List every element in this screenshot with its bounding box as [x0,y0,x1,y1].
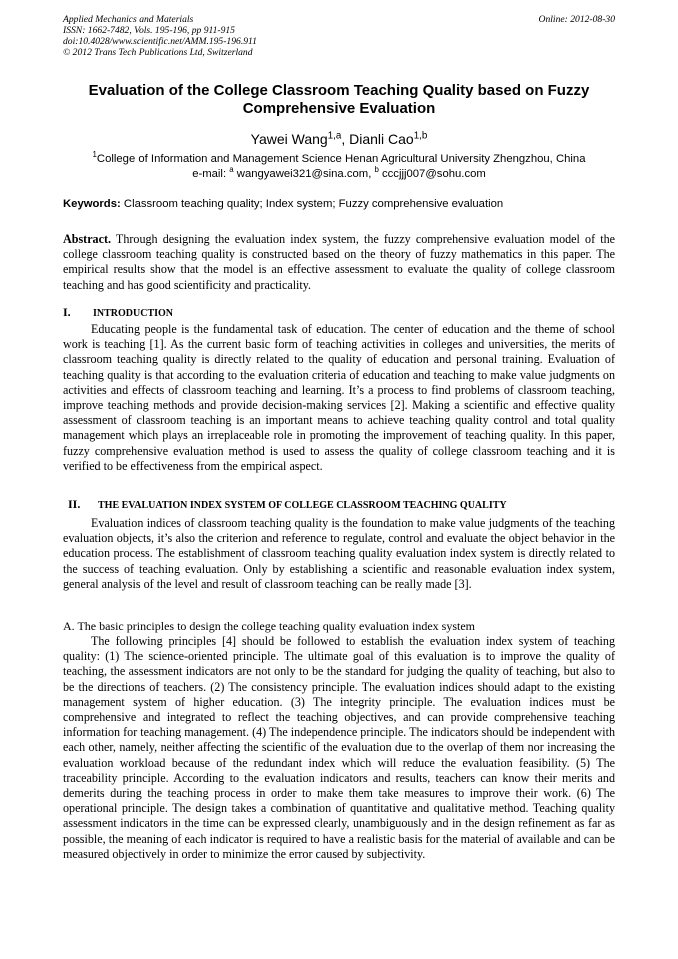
affiliation-text: College of Information and Management Science Henan Agricultural University Zhengzhou, China [96,153,586,165]
journal-name: Applied Mechanics and Materials [63,14,194,25]
author-name: Yawei Wang [250,131,328,147]
online-date: Online: 2012-08-30 [538,14,615,25]
abstract-label: Abstract. [63,232,112,246]
email-prefix: e-mail: [192,168,230,180]
email-superscript: a [229,165,234,175]
journal-header [63,14,615,58]
section-heading [63,306,615,320]
issn-line: ISSN: 1662-7482, Vols. 195-196, pp 911-915 [63,25,235,36]
abstract-text: Through designing the evaluation index system, the fuzzy comprehensive evaluation model of the college classroom teaching quality is constructed based on the theory of fuzzy mathematics in this paper. The empirical results show that the model is an effective assessment to evaluate the quality of college classroom teaching and has good scientificity and practicality. [63,232,615,292]
keywords-text: Classroom teaching quality; Index system; Fuzzy comprehensive evaluation [120,198,504,210]
author-superscript: 1,b [413,130,428,142]
affiliation-superscript: 1 [92,150,97,160]
affiliation-block [63,152,615,182]
copyright-line: © 2012 Trans Tech Publications Ltd, Switzerland [63,47,253,58]
author-list [63,131,615,147]
section-title: INTRODUCTION [93,308,174,319]
body-paragraph [63,634,615,862]
email-address: wangyawei321@sina.com, [233,168,375,180]
doi-line: doi:10.4028/www.scientific.net/AMM.195-196.911 [63,36,257,47]
section-number: II. [68,497,81,511]
author-separator: , [341,131,350,147]
email-superscript: b [374,165,379,175]
email-address: cccjjj007@sohu.com [378,168,486,180]
paragraph-text: The following principles [4] should be followed to establish the evaluation index system of teaching quality: (1) The science-oriented principle. The ultimate goal of this evaluation is to improve the quality of teaching, the assessment indicators are not only to be the standard for judging the quality of teaching, but also to be the directions of teachers. (2) The consistency principle. The evaluation indices should adapt to the existing management system of higher education. (3) The integrity principle. The evaluation indices must be comprehensive and integrated to reflect the teaching objectives, and can provide comprehensive teaching information for teaching management. (4) The independence principle. The indicators should be independent with each other, namely, neither affecting the scientific of the evaluation due to the overlap of them nor increasing the evaluation workload because of the redundant index which will reduce the evaluation feasibility. (5) The traceability principle. According to the evaluation indicators and results, teachers can know their merits and demerits during the teaching process in order to make them take measures to improve their work. (6) The operational principle. The design takes a combination of quantitative and qualitative method. Teaching quality assessment indicators in the time can be expressed clearly, unambiguously and in the design refinement as far as possible, the meaning of each indicator is required to have a realistic basis for the material of available and can be measured objectively in order to minimize the error caused by subjectivity. [63,634,615,861]
keywords-line [63,197,615,211]
author-superscript: 1,a [327,130,342,142]
section-title: THE EVALUATION INDEX SYSTEM OF COLLEGE CLASSROOM TEACHING QUALITY [98,500,507,511]
subsection-heading: A. The basic principles to design the college teaching quality evaluation index system [63,619,476,633]
body-paragraph [63,322,615,474]
body-paragraph [63,516,615,592]
paragraph-text: Educating people is the fundamental task of education. The center of education and the theme of school work is teaching [1]. As the current basic form of teaching activities in colleges and universities, the merits of classroom teaching quality is directly related to the quality of education and personal training. Evaluation of teaching quality is that according to the evaluation criteria of education and teaching to make value judgments on activities and effects of classroom teaching and learning. It’s a process to find problems of classroom teaching, improve teaching methods and provide decision-making services [2]. Making a scientific and effective quality assessment of classroom teaching is an important means to achieve teaching quality control and total quality management which plays an irreplaceable role in promoting the improvement of teaching quality. In this paper, fuzzy comprehensive evaluation method is used to assess the quality of college classroom teaching and it is verified to be effectiveness from the empirical aspect. [63,322,615,473]
section-number: I. [63,305,71,319]
email-line [192,165,486,180]
affiliation-line [63,152,615,167]
keywords-label: Keywords: [63,198,121,210]
author-name: Dianli Cao [349,131,414,147]
section-heading [68,498,620,512]
paper-title: Evaluation of the College Classroom Teaching Quality based on Fuzzy Comprehensive Evaluation [88,82,590,117]
abstract-block [63,232,615,293]
paragraph-text: Evaluation indices of classroom teaching quality is the foundation to make value judgments of the teaching evaluation objects, it’s also the criterion and reference to regulate, control and evaluate the object behavior in the education process. The establishment of classroom teaching quality evaluation index system is directly related to the success of teaching evaluation. Only by establishing a scientific and reasonable evaluation index system, general analysis of the level and result of classroom teaching can be really made [3]. [63,516,615,591]
